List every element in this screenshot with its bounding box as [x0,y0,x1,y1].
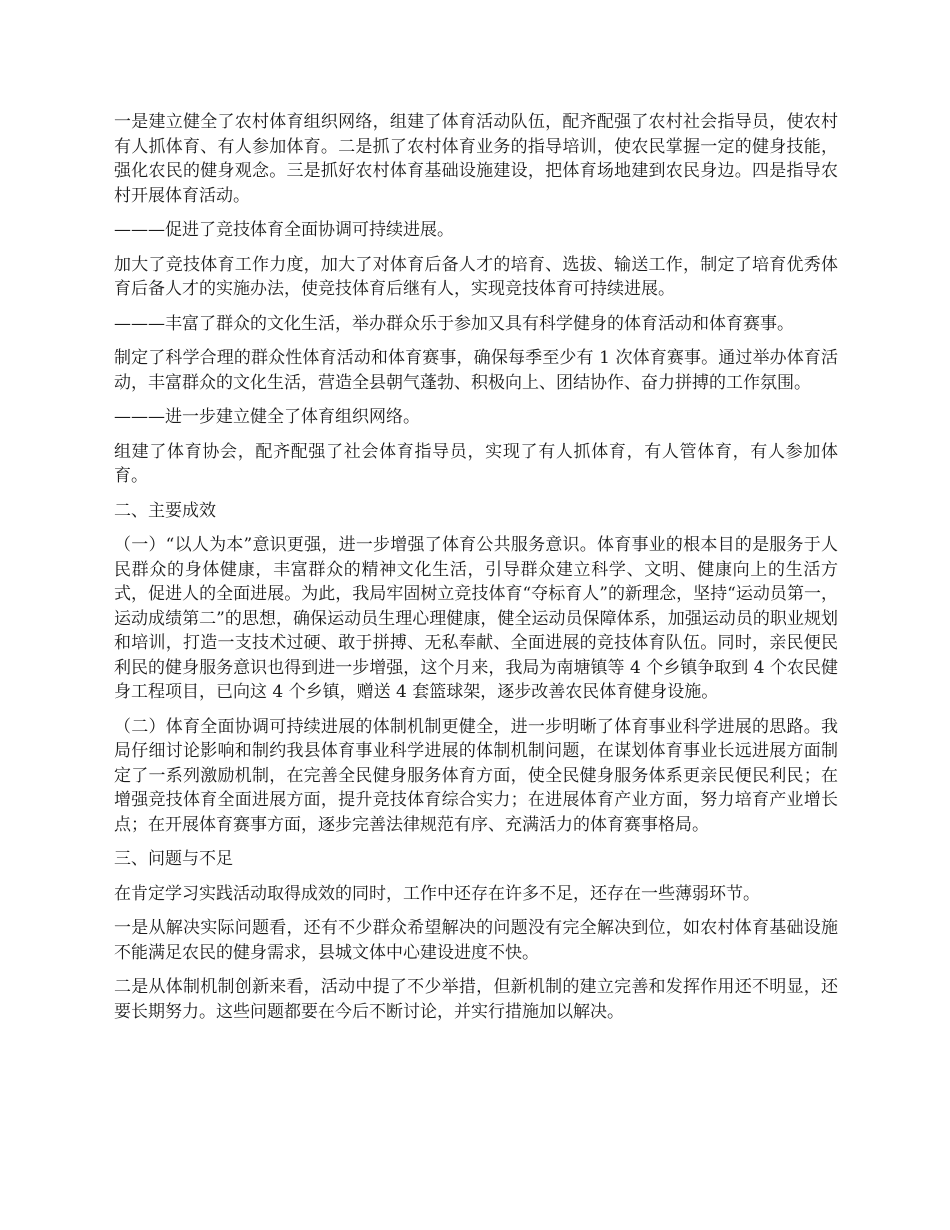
paragraph-organization-network: 组建了体育协会，配齐配强了社会体育指导员，实现了有人抓体育，有人管体育，有人参加体育。 [114,441,838,486]
section-heading-problems: 三、问题与不足 [114,849,233,869]
heading-competitive-sports: ———促进了竞技体育全面协调可持续进展。 [114,220,454,240]
paragraph-rural-sports-network: 一是建立健全了农村体育组织网络，组建了体育活动队伍，配齐配强了农村社会指导员，使农村有人抓体育、有人参加体育。二是抓了农村体育业务的指导培训，使农民掌握一定的健身技能，强化农民的健身观念。三是抓好农村体育基础设施建设，把体育场地建到农民身边。四是指导农村开展体育活动。 [114,112,838,206]
paragraph-result-one: （一）“以人为本”意识更强，进一步增强了体育公共服务意识。体育事业的根本目的是服务于人民群众的身体健康，丰富群众的精神文化生活，引导群众建立科学、文明、健康向上的生活方式，促进人的全面进展。为此，我局牢固树立竞技体育“夺标育人”的新理念，坚持“运动员第一，运动成绩第二”的思想，确保运动员生理心理健康，健全运动员保障体系，加强运动员的职业规划和培训，打造一支技术过硬、敢于拼搏、无私奉献、全面进展的竞技体育队伍。同时，亲民便民利民的健身服务意识也得到进一步增强，这个月来，我局为南塘镇等 4 个乡镇争取到 4 个农民健身工程项目，已向这 4 个乡镇，赠送 4 套篮球架，逐步改善农民体育健身设施。 [114,535,838,702]
paragraph-competitive-sports: 加大了竞技体育工作力度，加大了对体育后备人才的培育、选拔、输送工作，制定了培育优秀体育后备人才的实施办法，使竞技体育后继有人，实现竞技体育可持续进展。 [114,254,838,299]
section-heading-main-results: 二、主要成效 [114,500,216,521]
paragraph-problems-intro: 在肯定学习实践活动取得成效的同时，工作中还存在许多不足，还存在一些薄弱环节。 [114,883,760,904]
heading-organization-network: ———进一步建立健全了体育组织网络。 [114,407,420,427]
document-page [114,110,838,1034]
paragraph-result-two: （二）体育全面协调可持续进展的体制机制更健全，进一步明晰了体育事业科学进展的思路。我局仔细讨论影响和制约我县体育事业科学进展的体制机制问题，在谋划体育事业长远进展方面制定了一系列激励机制，在完善全民健身服务体育方面，使全民健身服务体系更亲民便民利民；在增强竞技体育全面进展方面，提升竞技体育综合实力；在进展体育产业方面，努力培育产业增长点；在开展体育赛事方面，逐步完善法律规范有序、充满活力的体育赛事格局。 [114,716,838,835]
heading-cultural-life: ———丰富了群众的文化生活，举办群众乐于参加又具有科学健身的体育活动和体育赛事。 [114,313,794,334]
paragraph-problem-two: 二是从体制机制创新来看，活动中提了不少举措，但新机制的建立完善和发挥作用还不明显，还要长期努力。这些问题都要在今后不断讨论，并实行措施加以解决。 [114,977,838,1022]
paragraph-problem-one: 一是从解决实际问题看，还有不少群众希望解决的问题没有完全解决到位，如农村体育基础设施不能满足农民的健身需求，县城文体中心建设进度不快。 [114,918,838,963]
paragraph-cultural-life: 制定了科学合理的群众性体育活动和体育赛事，确保每季至少有 1 次体育赛事。通过举办体育活动，丰富群众的文化生活，营造全县朝气蓬勃、积极向上、团结协作、奋力拼搏的工作氛围。 [114,348,838,393]
